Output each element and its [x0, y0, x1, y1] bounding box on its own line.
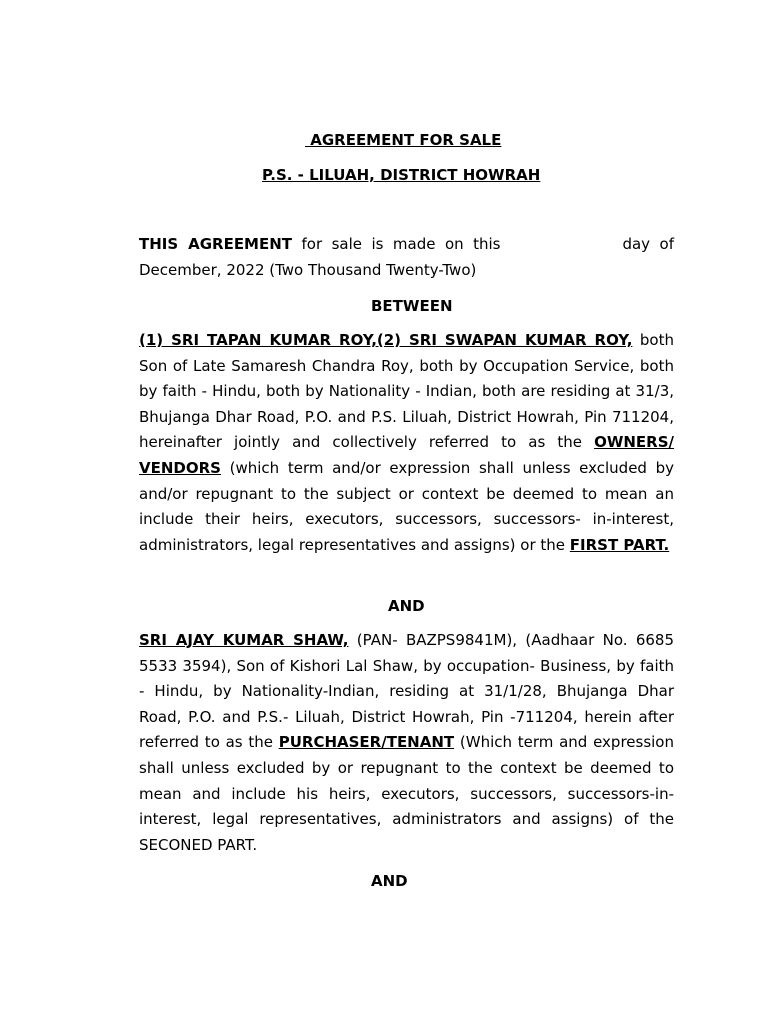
- intro-date: day of December, 2022 (Two Thousand Twenty-Two): [139, 235, 674, 279]
- second-party-name: SRI AJAY KUMAR SHAW,: [139, 631, 349, 649]
- second-party-role: PURCHASER/TENANT: [278, 733, 455, 752]
- intro-text: for sale is made on this: [292, 235, 501, 253]
- second-party-description: (PAN- BAZPS9841M), (Aadhaar No. 6685 5533 3594), Son of Kishori Lal Shaw, by occupation- Business, by faith - Hindu, by Nationality-Indian, residing at 31/1/28, Bhujanga Dhar Road, P.O. and P.S.- Liluah, District Howrah, Pin -711204, herein after referred to as the: [139, 631, 675, 752]
- first-party-part: FIRST PART.: [569, 535, 670, 554]
- first-party-role: OWNERS/ VENDORS: [139, 433, 674, 477]
- first-party-paragraph: [139, 328, 674, 558]
- second-party-paragraph: [139, 628, 674, 858]
- between-heading: BETWEEN: [371, 297, 453, 315]
- intro-lead: THIS AGREEMENT: [139, 235, 293, 253]
- first-party-names: (1) SRI TAPAN KUMAR ROY,(2) SRI SWAPAN KUMAR ROY,: [139, 331, 633, 349]
- intro-paragraph: [139, 232, 674, 283]
- first-party-clause: (which term and/or expression shall unless excluded by and/or repugnant to the subject or context be deemed to mean an include their heirs, executors, successors, successors- in-interest, administrators, legal representatives and assigns) or the: [139, 458, 674, 554]
- second-party-clause: (Which term and expression shall unless excluded by or repugnant to the context be deemed to mean and include his heirs, executors, successors, successors-in-interest, legal representatives, administrators and assigns) of the SECONED PART.: [139, 733, 674, 854]
- and-heading-2: AND: [371, 872, 408, 890]
- and-heading-1: AND: [388, 597, 425, 615]
- document-title: AGREEMENT FOR SALE: [305, 131, 502, 149]
- document-subtitle: P.S. - LILUAH, DISTRICT HOWRAH: [262, 166, 541, 184]
- first-party-description: both Son of Late Samaresh Chandra Roy, both by Occupation Service, both by faith - Hindu, both by Nationality - Indian, both are residing at 31/3, Bhujanga Dhar Road, P.O. and P.S. Liluah, District Howrah, Pin 711204, hereinafter jointly and collectively referred to as the: [139, 331, 674, 452]
